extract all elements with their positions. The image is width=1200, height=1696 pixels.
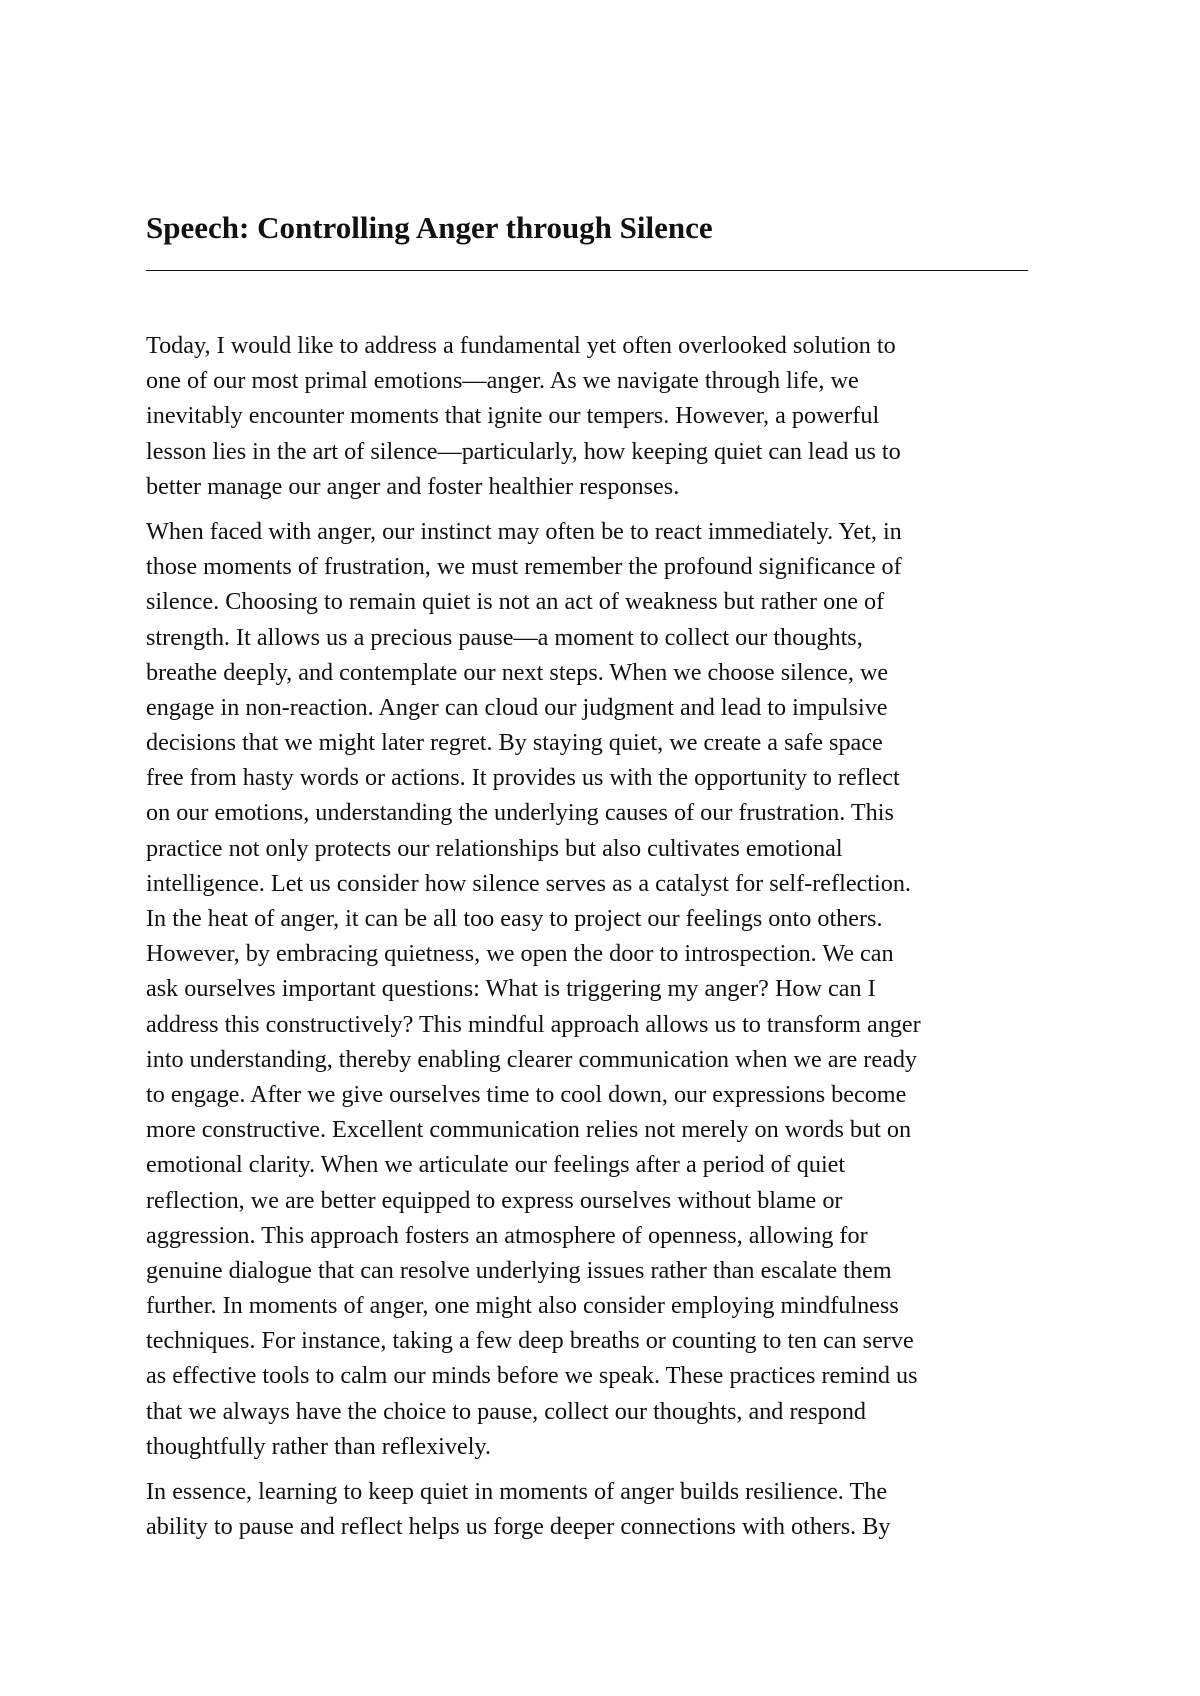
text-line: free from hasty words or actions. It provides us with the opportunity to reflect [146, 764, 900, 792]
text-line: thoughtfully rather than reflexively. [146, 1432, 492, 1460]
title-divider [146, 270, 1028, 271]
text-line: genuine dialogue that can resolve underlying issues rather than escalate them [146, 1256, 892, 1284]
text-line: to engage. After we give ourselves time to cool down, our expressions become [146, 1080, 907, 1108]
text-line: decisions that we might later regret. By staying quiet, we create a safe space [146, 729, 883, 757]
text-line: that we always have the choice to pause, collect our thoughts, and respond [146, 1397, 867, 1425]
text-line: into understanding, thereby enabling clearer communication when we are ready [146, 1045, 918, 1073]
document-body [146, 328, 1058, 1554]
paragraph [146, 1474, 1058, 1544]
text-line: Today, I would like to address a fundamental yet often overlooked solution to [146, 332, 896, 359]
text-line: When faced with anger, our instinct may often be to react immediately. Yet, in [146, 517, 902, 545]
text-line: techniques. For instance, taking a few deep breaths or counting to ten can serve [146, 1327, 914, 1355]
text-line: on our emotions, understanding the underlying causes of our frustration. This [146, 799, 894, 827]
text-line: inevitably encounter moments that ignite our tempers. However, a powerful [146, 402, 880, 430]
text-line: one of our most primal emotions—anger. As we navigate through life, we [146, 367, 859, 395]
text-line: breathe deeply, and contemplate our next steps. When we choose silence, we [146, 658, 889, 686]
text-line: However, by embracing quietness, we open the door to introspection. We can [146, 940, 894, 968]
text-line: address this constructively? This mindful approach allows us to transform anger [146, 1010, 921, 1038]
text-line: aggression. This approach fosters an atmosphere of openness, allowing for [146, 1221, 868, 1249]
paragraph [146, 514, 1058, 1464]
document-title: Speech: Controlling Anger through Silence [146, 210, 713, 245]
text-line: those moments of frustration, we must remember the profound significance of [146, 553, 902, 581]
text-line: strength. It allows us a precious pause—a moment to collect our thoughts, [146, 623, 863, 651]
paragraph [146, 328, 1058, 504]
text-line: as effective tools to calm our minds before we speak. These practices remind us [146, 1362, 918, 1390]
text-line: intelligence. Let us consider how silence serves as a catalyst for self-reflection. [146, 869, 911, 897]
text-line: emotional clarity. When we articulate our feelings after a period of quiet [146, 1151, 846, 1179]
text-line: engage in non-reaction. Anger can cloud our judgment and lead to impulsive [146, 693, 888, 721]
text-line: lesson lies in the art of silence—particularly, how keeping quiet can lead us to [146, 437, 901, 465]
text-line: reflection, we are better equipped to express ourselves without blame or [146, 1186, 843, 1214]
text-line: ability to pause and reflect helps us forge deeper connections with others. By [146, 1513, 891, 1541]
text-line: further. In moments of anger, one might also consider employing mindfulness [146, 1292, 899, 1320]
text-line: more constructive. Excellent communication relies not merely on words but on [146, 1116, 912, 1144]
text-line: In essence, learning to keep quiet in moments of anger builds resilience. The [146, 1478, 888, 1505]
text-line: silence. Choosing to remain quiet is not an act of weakness but rather one of [146, 588, 885, 616]
text-line: ask ourselves important questions: What is triggering my anger? How can I [146, 975, 876, 1003]
text-line: better manage our anger and foster healthier responses. [146, 472, 680, 500]
text-line: In the heat of anger, it can be all too easy to project our feelings onto others. [146, 905, 883, 932]
text-line: practice not only protects our relationships but also cultivates emotional [146, 834, 843, 862]
